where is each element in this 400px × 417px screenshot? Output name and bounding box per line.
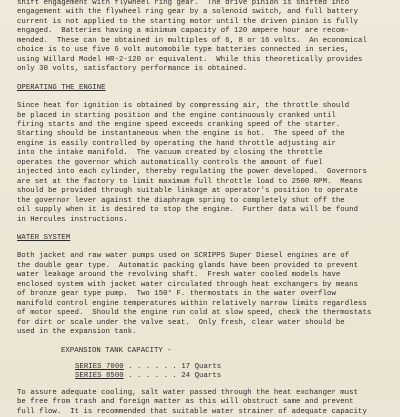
water-line: Both jacket and raw water pumps used on SCRIPPS Super Diesel engines are of [17,252,350,261]
intro-line: mended. These can be obtained in multiples of 6, 8 or 16 volts. An economical [17,36,367,45]
operating-line: engine is easily controlled by operating the hand throttle adjusting air [17,139,336,148]
operating-line: are set at the factory to limit maximum full throttle load to 2500 RPM. Means [17,177,363,186]
operating-line: should be provided through suitable linkage at operator's position to operate [17,187,359,196]
intro-line: shift engagement with flywheel ring gear. The drive pinion is shifted into [17,0,350,7]
capacity-series: SERIES 7000 [75,362,124,371]
operating-line: into the intake manifold. The vacuum created by closing the throttle [17,149,323,158]
capacity-value: 24 Quarts [181,372,222,381]
expansion-tank-heading: EXPANSION TANK CAPACITY - [61,346,172,355]
capacity-row [17,372,394,381]
operating-line: in Hercules instructions. [17,215,128,224]
water-line: of bronze gear type pump. Two 150° F. thermostats in the water overflow [17,290,336,299]
water-line: for dirt or scale under the valve seat. Only fresh, clear water should be [17,318,345,327]
expansion-tank-capacity-list [17,363,394,382]
intro-paragraph [17,0,394,75]
water-line: enclosed system with jacket water circulated through heat exchangers by means [17,280,359,289]
closing-line: To assure adequate cooling, salt water passed through the heat exchanger must [17,388,359,397]
intro-line: only 30 volts, satisfactory performance is obtained. [17,65,248,74]
operating-line: oil supply when it is desired to stop the engine. Further data will be found [17,206,359,215]
intro-line: using Willard Model HR-2-120 or equivalent. While this theoretically provides [17,55,363,64]
section-heading-operating: OPERATING THE ENGINE [17,83,106,92]
operating-paragraph [17,102,394,225]
intro-line: choice is to use five 6 volt automobile type batteries connected in series, [17,46,350,55]
water-line: used in the expansion tank. [17,328,137,337]
operating-line: injected into each cylinder, thereby regulating the power developed. Governors [17,168,367,177]
operating-line: Starting should be instantaneous when the engine is hot. The speed of the [17,130,345,139]
capacity-series: SERIES 8500 [75,372,124,381]
water-paragraph [17,252,394,337]
intro-line: engaged. Batteries having a minimum capacity of 120 ampere hour are recom- [17,27,350,36]
intro-line: engagement with the flywheel ring gear by a solenoid switch, and full battery [17,8,359,17]
operating-line: be placed in starting position and the engine continuously cranked until [17,111,336,120]
operating-line: operates the governor which automatically controls the amount of fuel [17,158,323,167]
operating-line: the governor lever against the diaphragm spring to completely shut off the [17,196,345,205]
capacity-dots: . . . . . . [123,362,177,371]
intro-line: current is not applied to the starting motor until the driven pinion is fully [17,17,359,26]
water-line: of motor speed. Should the engine run cold at slow speed, check the thermostats [17,309,372,318]
closing-line: full flow. It is recommended that suitable water strainer of adequate capacity [17,407,367,416]
water-line: the double gear type. Automatic packing glands have been provided to prevent [17,261,359,270]
section-heading-water: WATER SYSTEM [17,233,71,242]
water-line: water leakage around the revolving shaft. Fresh water cooled models have [17,271,341,280]
closing-line: be free from trash and foreign matter as this will obstruct same and prevent [17,398,354,407]
capacity-value: 17 Quarts [181,362,222,371]
operating-line: Since heat for ignition is obtained by compressing air, the throttle should [17,102,350,111]
closing-paragraph [17,389,394,417]
water-line: manifold control engine temperatures within relatively narrow limits regardless [17,299,367,308]
operating-line: firing starts and the engine speed exceeds cranking speed of the starter. [17,120,341,129]
capacity-row [17,363,394,372]
capacity-dots: . . . . . . [123,372,177,381]
